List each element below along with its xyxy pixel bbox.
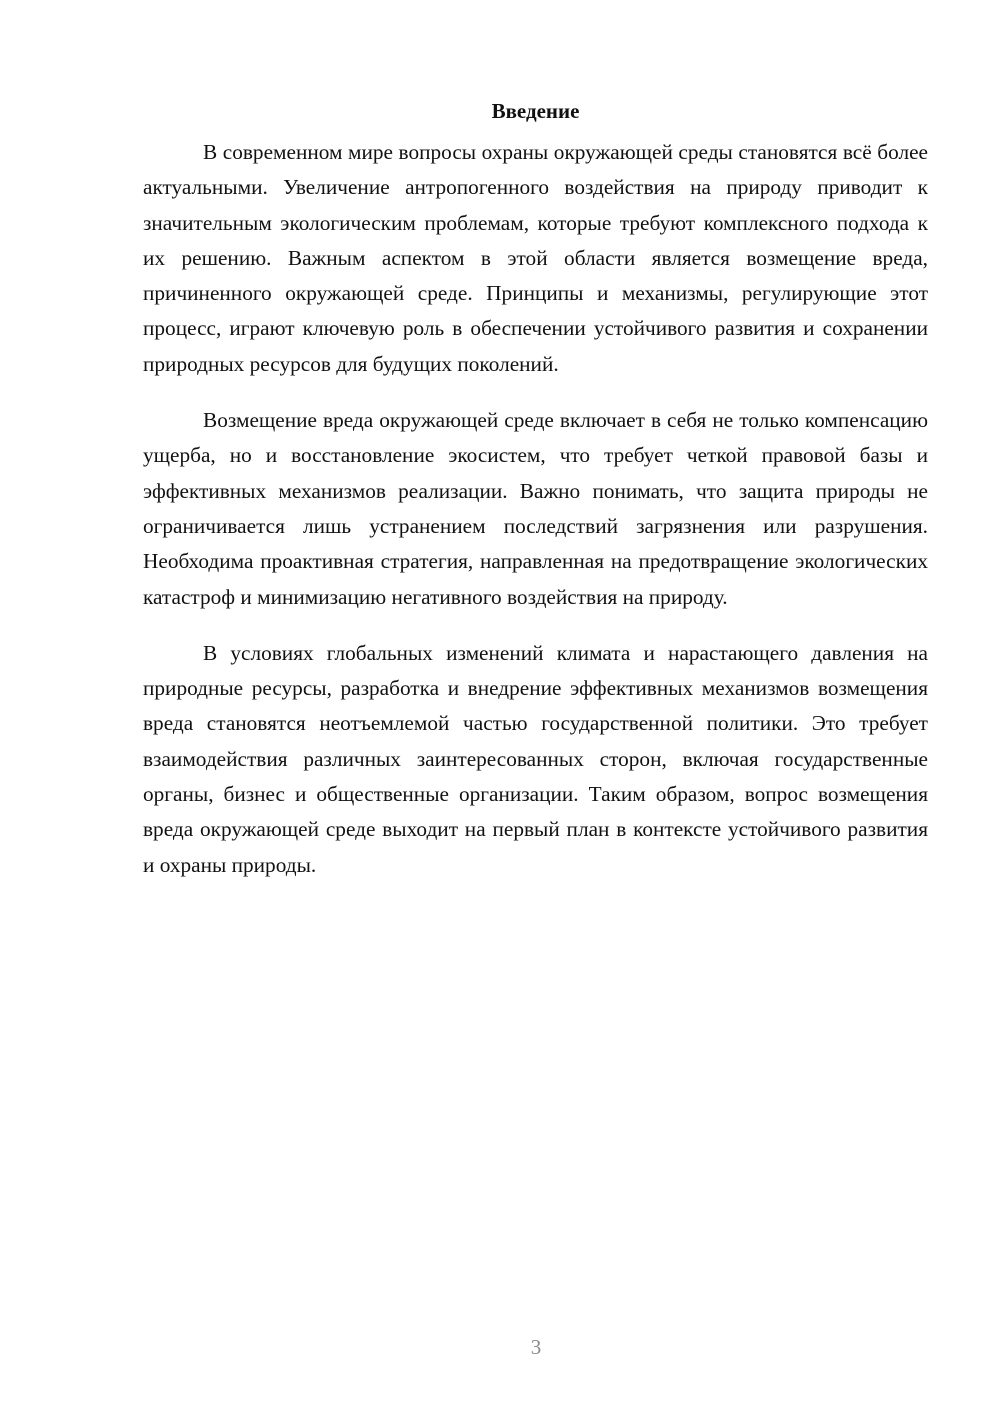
page-number: 3 <box>530 1335 542 1359</box>
section-title: Введение <box>491 99 580 123</box>
paragraph-2: Возмещение вреда окружающей среде включает в себя не только компенсацию ущерба, но и восстановление экосистем, что требует четкой правовой базы и эффективных механизмов реализации. Важно понимать, что защита природы не ограничивается лишь устранением последствий загрязнения или разрушения. Необходима проактивная стратегия, направленная на предотвращение экологических катастроф и минимизацию негативного воздействия на природу. <box>143 408 928 609</box>
paragraph-1: В современном мире вопросы охраны окружающей среды становятся всё более актуальными. Увеличение антропогенного воздействия на природу приводит к значительным экологическим проблемам, которые требуют комплексного подхода к их решению. Важным аспектом в этой области является возмещение вреда, причиненного окружающей среде. Принципы и механизмы, регулирующие этот процесс, играют ключевую роль в обеспечении устойчивого развития и сохранении природных ресурсов для будущих поколений. <box>143 140 928 376</box>
paragraph-3: В условиях глобальных изменений климата и нарастающего давления на природные ресурсы, разработка и внедрение эффективных механизмов возмещения вреда становятся неотъемлемой частью государственной политики. Это требует взаимодействия различных заинтересованных сторон, включая государственные органы, бизнес и общественные организации. Таким образом, вопрос возмещения вреда окружающей среде выходит на первый план в контексте устойчивого развития и охраны природы. <box>143 640 928 877</box>
page-content <box>143 96 928 883</box>
